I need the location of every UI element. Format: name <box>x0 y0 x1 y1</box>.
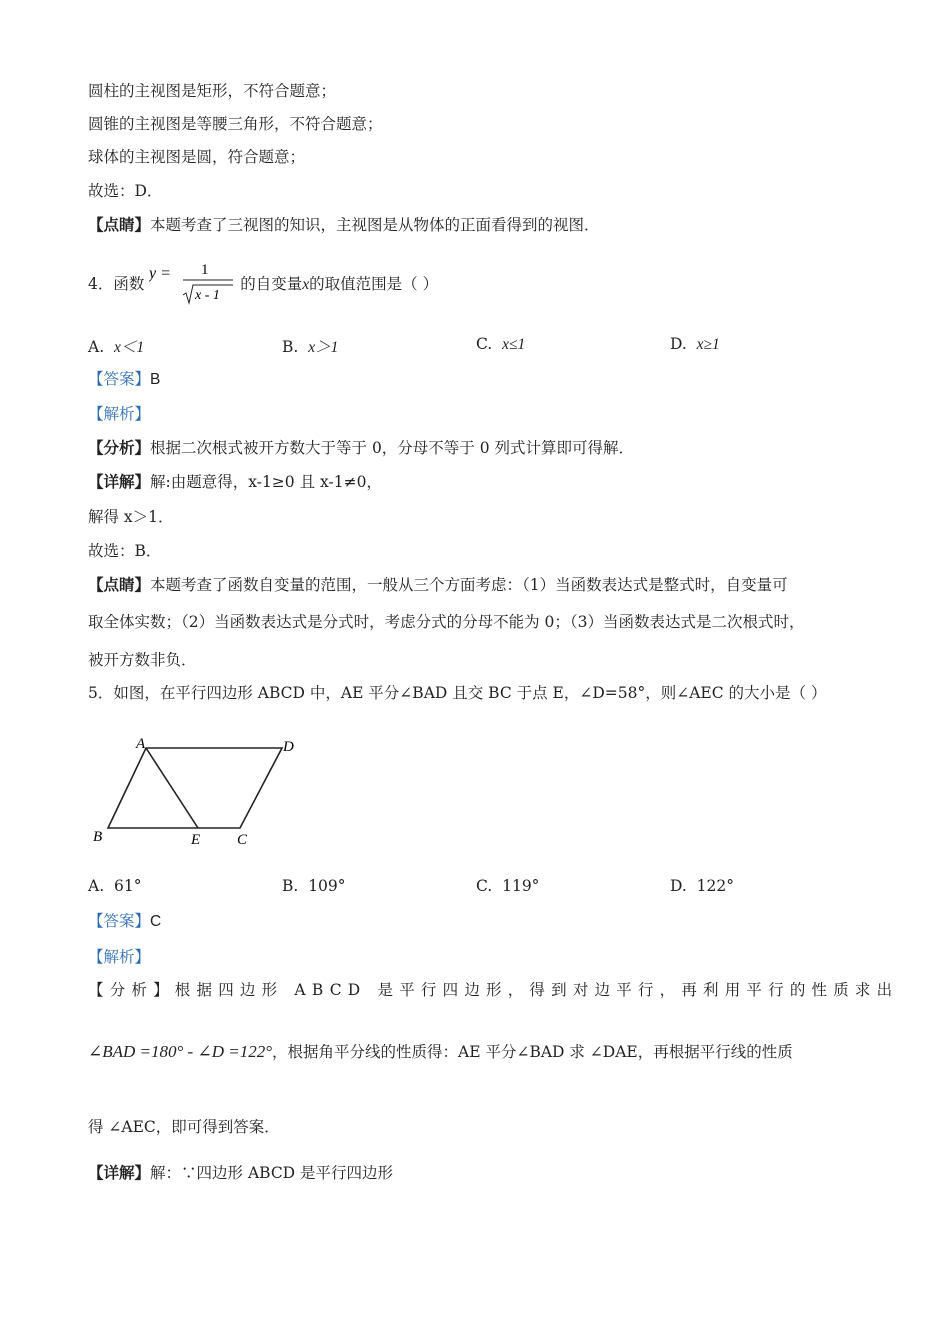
q5-fenxi-line-3: 得 ∠AEC，即可得到答案． <box>88 1118 280 1136</box>
option-label: B. <box>282 877 299 895</box>
analysis-tag: 【解析】 <box>88 405 151 423</box>
dianjing-text: 本题考查了函数自变量的范围，一般从三个方面考虑：（1）当函数表达式是整式时，自变量可 <box>150 576 788 594</box>
option-label: A. <box>88 877 105 895</box>
q4-option-d[interactable] <box>670 335 720 354</box>
question-number: 4． <box>88 275 114 293</box>
question-5-stem: 5．如图，在平行四边形 ABCD 中，AE 平分∠BAD 且交 BC 于点 E，∠D=58°，则∠AEC 的大小是（ ） <box>88 684 827 702</box>
answer-tag: 【答案】 <box>88 370 151 388</box>
question-4-stem <box>88 262 438 307</box>
option-value: 122° <box>696 877 735 895</box>
formula-numerator: 1 <box>201 263 209 278</box>
q4-suffix-a: 的自变量 <box>240 275 303 293</box>
text-line: 球体的主视图是圆，符合题意； <box>88 148 306 166</box>
q5-option-c[interactable] <box>476 877 539 895</box>
dianjing-tag: 【点睛】 <box>88 575 151 594</box>
option-value: x＞1 <box>308 339 339 356</box>
option-value: 61° <box>113 877 142 895</box>
vertex-d-label: D <box>283 739 294 755</box>
parallelogram-figure <box>85 728 315 853</box>
text-line: 故选：D． <box>88 182 163 200</box>
q5-fenxi-line-2 <box>88 1042 793 1062</box>
detail-tag: 【详解】 <box>88 472 151 491</box>
option-label: D. <box>670 877 687 895</box>
option-value: 119° <box>502 877 540 895</box>
detail-text: 解:由题意得，x-1≥0 且 x-1≠0， <box>150 473 382 491</box>
q4-option-c[interactable] <box>476 335 525 354</box>
text-line: 圆柱的主视图是矩形，不符合题意； <box>88 82 337 100</box>
option-value: x≤1 <box>502 336 526 353</box>
q4-answer-line <box>88 369 160 390</box>
q4-option-a[interactable] <box>88 335 144 357</box>
q5-answer-line <box>88 911 161 932</box>
q4-suffix-b: 的取值范围是（ ） <box>309 275 439 293</box>
text-line: 被开方数非负． <box>88 651 197 669</box>
q4-fenxi-line <box>88 438 634 458</box>
dianjing-line <box>88 215 600 235</box>
q4-option-b[interactable] <box>282 335 338 357</box>
dianjing-tag: 【点睛】 <box>88 215 151 234</box>
detail-tag: 【详解】 <box>88 1163 151 1182</box>
analysis-tag: 【解析】 <box>88 948 151 966</box>
text-line: 圆锥的主视图是等腰三角形，不符合题意； <box>88 115 383 133</box>
vertex-c-label: C <box>237 832 248 848</box>
q5-detail-line <box>88 1163 393 1183</box>
q4-prefix: 函数 <box>113 275 145 293</box>
formula-denominator: x - 1 <box>195 288 221 303</box>
angle-equation: ∠BAD =180° - ∠D =122° <box>88 1042 273 1061</box>
function-formula <box>149 263 235 307</box>
fenxi-text: 根据二次根式被开方数大于等于 0，分母不等于 0 列式计算即可得解． <box>150 439 635 457</box>
answer-tag: 【答案】 <box>88 912 151 930</box>
q4-detail-line <box>88 472 382 492</box>
answer-value: C <box>150 913 162 930</box>
option-label: D. <box>670 335 687 353</box>
option-label: C. <box>476 877 493 895</box>
option-value: x≥1 <box>696 336 720 353</box>
q4-dianjing-line <box>88 575 788 595</box>
text-line: 解得 x＞1． <box>88 508 174 526</box>
dianjing-text: 本题考查了三视图的知识，主视图是从物体的正面看得到的视图． <box>150 216 600 234</box>
vertex-e-label: E <box>191 832 201 848</box>
q5-fenxi-line-1: 【分析】根据四边形 ABCD 是平行四边形，得到对边平行，再利用平行的性质求出 <box>88 981 899 999</box>
answer-value: B <box>150 371 161 388</box>
q5-option-d[interactable] <box>670 877 734 895</box>
detail-text: 解：∵四边形 ABCD 是平行四边形 <box>150 1164 394 1182</box>
parallelogram-abcd <box>108 748 282 828</box>
option-value: x＜1 <box>113 339 145 356</box>
vertex-a-label: A <box>136 736 146 752</box>
option-label: B. <box>282 338 299 356</box>
q5-option-b[interactable] <box>282 877 346 895</box>
text-line: 故选：B． <box>88 542 162 560</box>
option-label: C. <box>476 335 493 353</box>
q4-var: x <box>302 276 310 293</box>
segment-ae <box>146 748 198 828</box>
formula-svg <box>149 263 235 307</box>
vertex-b-label: B <box>93 829 103 845</box>
fenxi-tag: 【分析】 <box>88 438 151 457</box>
option-label: A. <box>88 338 105 356</box>
option-value: 109° <box>308 877 346 895</box>
formula-y: y = <box>149 265 172 282</box>
fenxi-text: ，根据角平分线的性质得：AE 平分∠BAD 求 ∠DAE，再根据平行线的性质 <box>272 1043 793 1061</box>
text-line: 取全体实数；（2）当函数表达式是分式时，考虑分式的分母不能为 0；（3）当函数表达式是二次根式时， <box>88 613 805 631</box>
q5-option-a[interactable] <box>88 877 141 895</box>
